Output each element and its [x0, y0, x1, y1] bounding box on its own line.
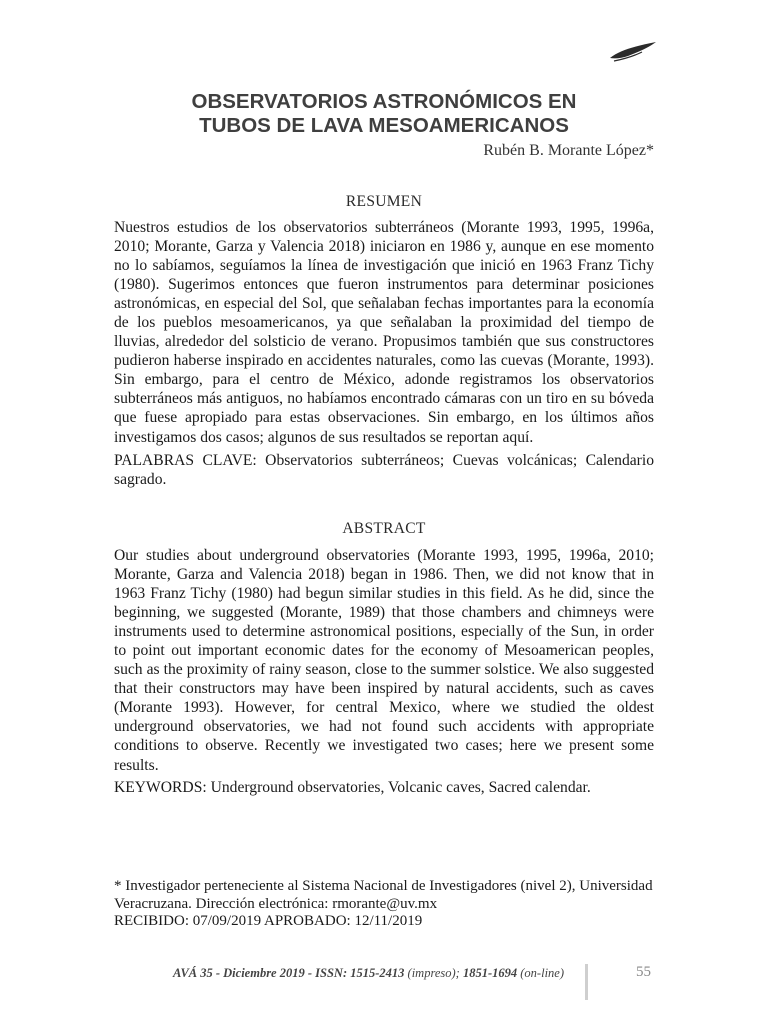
resumen-body: Nuestros estudios de los observatorios subterráneos (Morante 1993, 1995, 1996a, 2010; Morante, Garza y Valencia 2018) iniciaron en 1986 y, aunque en ese momento no lo sabíamos, seguíamos la línea de investigación que inició en 1963 Franz Tichy (1980). Sugerimos entonces que fueron instrumentos para determinar posiciones astronómicas, en especial del Sol, que señalaban fechas importantes para la economía de los pueblos mesoamericanos, ya que señalaban la proximidad del tiempo de lluvias, alrededor del solsticio de verano. Propusimos también que sus constructores pudieron haberse inspirado en accidentes naturales, como las cuevas (Morante, 1993). Sin embargo, para el centro de México, adonde registramos los observatorios subterráneos más antiguos, no habíamos encontrado cámaras con un tiro en su bóveda que fuese apropiado para estas observaciones. Sin embargo, en los últimos años investigamos dos casos; algunos de sus resultados se reportan aquí.	[114, 219, 654, 446]
abstract-keywords: KEYWORDS: Underground observatories, Volcanic caves, Sacred calendar.	[114, 779, 591, 796]
feather-quill-icon	[608, 40, 658, 64]
resumen-heading: RESUMEN	[345, 193, 423, 210]
resumen-keywords: PALABRAS CLAVE: Observatorios subterráneos; Cuevas volcánicas; Calendario sagrado.	[114, 452, 654, 489]
article-title-line1: OBSERVATORIOS ASTRONÓMICOS EN	[191, 90, 577, 113]
footnote-affiliation: * Investigador perteneciente al Sistema Nacional de Investigadores (nivel 2), Universidad Veracruzana. Dirección electrónica: rmorante@uv.mx	[114, 878, 653, 912]
footnote	[114, 878, 659, 931]
footer-journal: AVÁ 35 - Diciembre 2019 - ISSN: 1515-2413	[173, 966, 405, 980]
article-title-line2: TUBOS DE LAVA MESOAMERICANOS	[199, 114, 569, 137]
journal-footer	[173, 966, 564, 981]
author-name: Rubén B. Morante López*	[483, 142, 654, 159]
footer-print-label: (impreso);	[407, 966, 460, 980]
footer-issn-online: 1851-1694	[462, 966, 518, 980]
page-number: 55	[636, 964, 651, 980]
footer-divider	[585, 964, 588, 1000]
article-title	[100, 90, 668, 138]
footnote-dates: RECIBIDO: 07/09/2019 APROBADO: 12/11/2019	[114, 913, 423, 929]
abstract-heading: ABSTRACT	[342, 520, 426, 537]
footer-online-label: (on-line)	[520, 966, 564, 980]
abstract-body: Our studies about underground observatories (Morante 1993, 1995, 1996a, 2010; Morante, Garza and Valencia 2018) began in 1986. Then, we did not know that in 1963 Franz Tichy (1980) had begun similar studies in this field. As he did, since the beginning, we suggested (Morante, 1989) that those chambers and chimneys were instruments used to determine astronomical positions, especially of the Sun, in order to point out important economic dates for the economy of Mesoamerican peoples, such as the proximity of rainy season, close to the summer solstice. We also suggested that their constructors may have been inspired by natural accidents, such as caves (Morante 1993). However, for central Mexico, where we studied the oldest underground observatories, we had not found such accidents with appropriate conditions to observe. Recently we investigated two cases; here we present some results.	[114, 547, 654, 774]
